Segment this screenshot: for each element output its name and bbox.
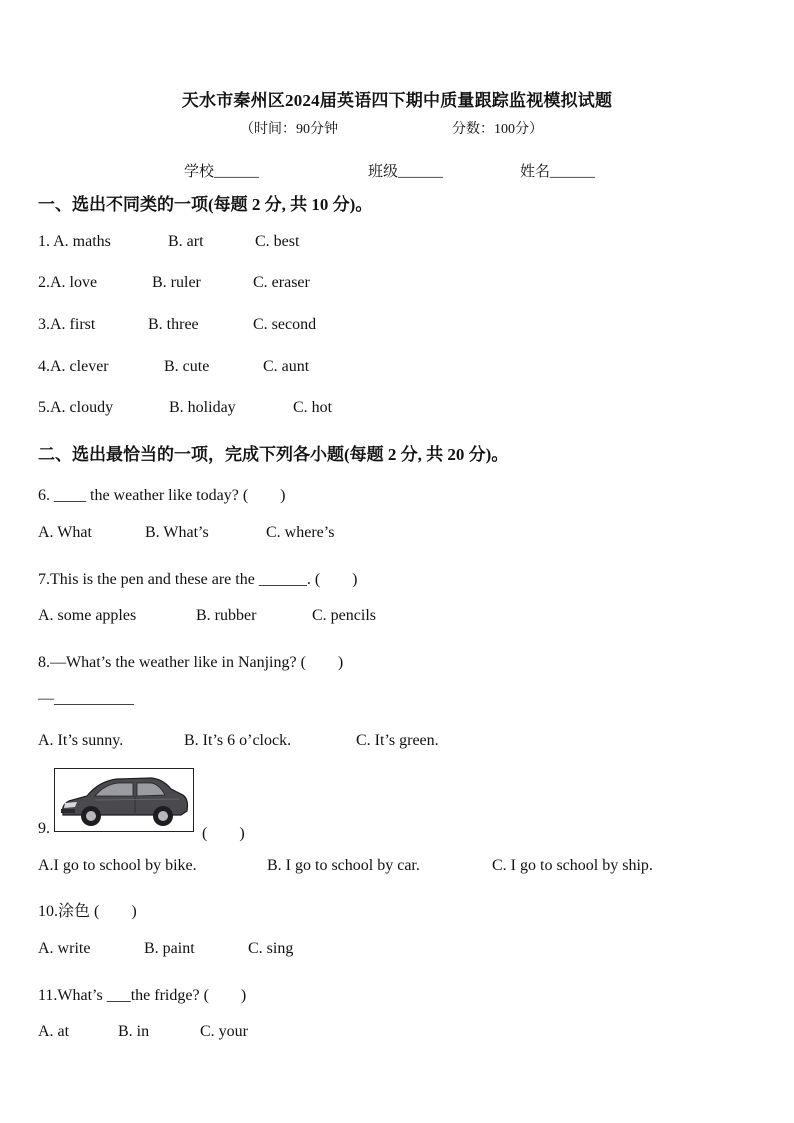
question-7-options xyxy=(38,607,376,625)
q2-option-a: 2.A. love xyxy=(38,274,98,291)
q1-option-c: C. best xyxy=(255,233,300,250)
question-11-options xyxy=(38,1023,248,1041)
q4-option-a: 4.A. clever xyxy=(38,358,109,375)
question-8: 8.—What’s the weather like in Nanjing? ( ) xyxy=(38,654,344,671)
q2-option-b: B. ruler xyxy=(152,274,201,291)
q6-option-a: A. What xyxy=(38,524,92,541)
q10-option-a: A. write xyxy=(38,940,91,957)
q5-option-a: 5.A. cloudy xyxy=(38,399,114,416)
name-field: 姓名______ xyxy=(520,164,596,180)
q5-option-c: C. hot xyxy=(293,399,333,416)
q9-option-b: B. I go to school by car. xyxy=(267,857,420,874)
q8-option-b: B. It’s 6 o’clock. xyxy=(184,732,292,749)
class-field: 班级______ xyxy=(368,164,444,180)
page-title: 天水市秦州区2024届英语四下期中质量跟踪监视模拟试题 xyxy=(181,91,613,110)
exam-score: 分数：100分） xyxy=(452,122,543,137)
question-6-options xyxy=(38,524,334,542)
q2-option-c: C. eraser xyxy=(253,274,310,291)
q7-option-c: C. pencils xyxy=(312,607,376,624)
question-10-options xyxy=(38,940,293,958)
q3-option-b: B. three xyxy=(148,316,199,333)
exam-time: （时间：90分钟 xyxy=(240,122,338,137)
question-1 xyxy=(38,233,299,251)
section1-heading: 一、选出不同类的一项(每题 2 分, 共 10 分)。 xyxy=(38,195,373,214)
school-field: 学校______ xyxy=(184,164,260,180)
question-2 xyxy=(38,274,310,292)
q9-option-c: C. I go to school by ship. xyxy=(492,857,653,874)
question-8-blank: —__________ xyxy=(38,690,134,707)
q11-option-a: A. at xyxy=(38,1023,70,1040)
q6-option-b: B. What’s xyxy=(145,524,209,541)
q11-option-b: B. in xyxy=(118,1023,150,1040)
car-icon xyxy=(54,768,194,832)
q8-option-a: A. It’s sunny. xyxy=(38,732,124,749)
question-11: 11.What’s ___the fridge? ( ) xyxy=(38,987,247,1004)
q9-option-a: A.I go to school by bike. xyxy=(38,857,197,874)
question-7: 7.This is the pen and these are the ______. ( ) xyxy=(38,571,358,588)
q4-option-c: C. aunt xyxy=(263,358,310,375)
question-4 xyxy=(38,358,309,376)
q3-option-c: C. second xyxy=(253,316,317,333)
q7-option-b: B. rubber xyxy=(196,607,257,624)
question-8-options xyxy=(38,732,439,750)
question-9-number: 9. xyxy=(38,820,50,837)
question-3 xyxy=(38,316,316,334)
q3-option-a: 3.A. first xyxy=(38,316,96,333)
q4-option-b: B. cute xyxy=(164,358,210,375)
section2-heading: 二、选出最恰当的一项，完成下列各小题(每题 2 分, 共 20 分)。 xyxy=(38,445,509,464)
q8-option-c: C. It’s green. xyxy=(356,732,439,749)
q1-option-a: 1. A. maths xyxy=(38,233,111,250)
question-5 xyxy=(38,399,332,417)
q10-option-c: C. sing xyxy=(248,940,294,957)
q7-option-a: A. some apples xyxy=(38,607,137,624)
q1-option-b: B. art xyxy=(168,233,204,250)
question-9-options xyxy=(38,857,653,875)
q10-option-b: B. paint xyxy=(144,940,195,957)
q6-option-c: C. where’s xyxy=(266,524,335,541)
q11-option-c: C. your xyxy=(200,1023,248,1040)
question-6: 6. ____ the weather like today? ( ) xyxy=(38,487,286,504)
q5-option-b: B. holiday xyxy=(169,399,236,416)
question-10: 10.涂色 ( ) xyxy=(38,903,137,920)
question-9-paren: ( ) xyxy=(202,825,245,842)
